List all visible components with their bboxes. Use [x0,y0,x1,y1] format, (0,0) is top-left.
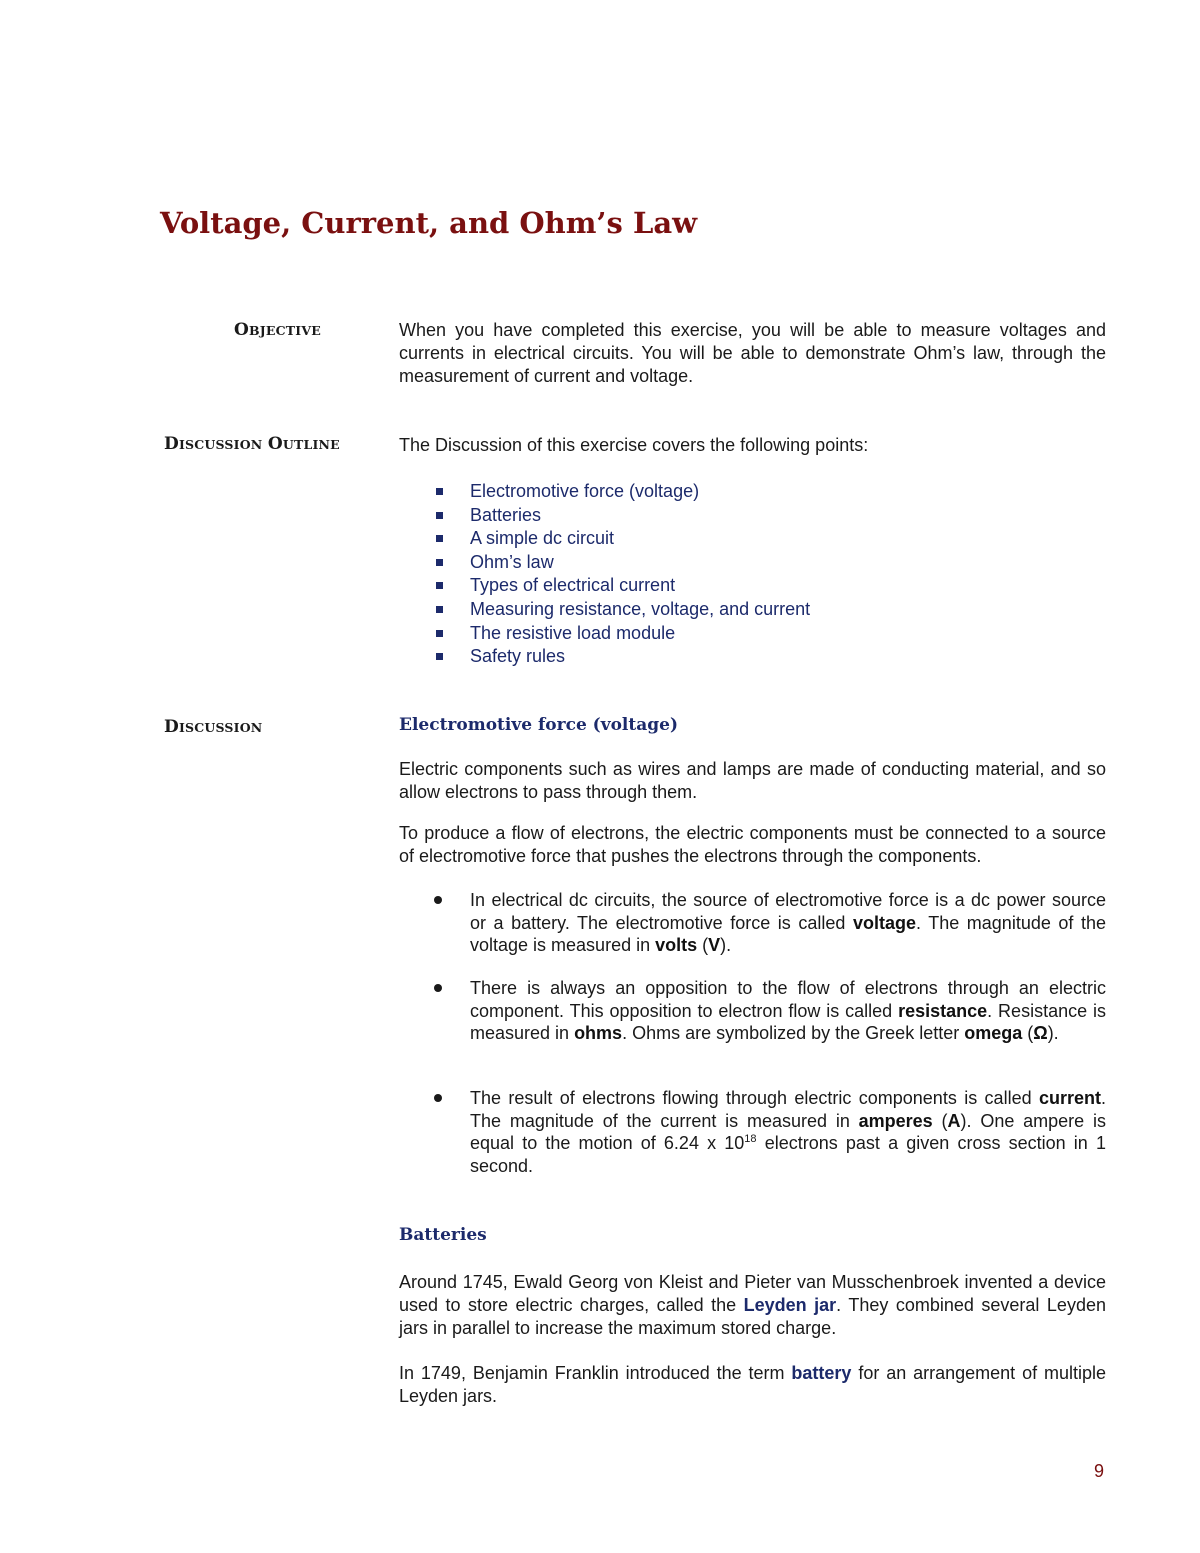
outline-intro: The Discussion of this exercise covers the following points: [399,435,869,455]
emf-bullet-voltage: In electrical dc circuits, the source of electromotive force is a dc power source or a battery. The electromotive force is called voltage. The magnitude of the voltage is measured in volts (V). [399,889,1106,957]
round-bullet-icon [434,896,442,904]
square-bullet-icon [436,488,443,495]
outline-item[interactable]: Ohm’s law [399,551,810,575]
page-title: Voltage, Current, and Ohm’s Law [160,206,698,240]
outline-item[interactable]: Types of electrical current [399,574,810,598]
outline-item[interactable]: Measuring resistance, voltage, and current [399,598,810,622]
round-bullet-icon [434,984,442,992]
outline-item[interactable]: Electromotive force (voltage) [399,480,810,504]
square-bullet-icon [436,535,443,542]
square-bullet-icon [436,582,443,589]
batteries-paragraph-1: Around 1745, Ewald Georg von Kleist and Pieter van Musschenbroek invented a device used to store electric charges, called the Leyden jar. They combined several Leyden jars in parallel to increase the maximum stored charge. [399,1272,1106,1338]
outline-item[interactable]: Batteries [399,504,810,528]
square-bullet-icon [436,606,443,613]
discussion-outline-list [399,480,810,669]
emf-bullet-resistance: There is always an opposition to the flow of electrons through an electric component. This opposition to electron flow is called resistance. Resistance is measured in ohms. Ohms are symbolized by the Greek letter omega (Ω). [399,977,1106,1045]
emf-heading: Electromotive force (voltage) [399,715,679,735]
objective-text: When you have completed this exercise, you will be able to measure voltages and currents in electrical circuits. You will be able to demonstrate Ohm’s law, through the measurement of current and voltage. [399,320,1106,386]
batteries-paragraph-2: In 1749, Benjamin Franklin introduced the term battery for an arrangement of multiple Leyden jars. [399,1363,1106,1406]
emf-bullet-current: The result of electrons flowing through electric components is called current. The magnitude of the current is measured in amperes (A). One ampere is equal to the motion of 6.24 x $10^{18}$ electrons past a given cross section in 1 second. [399,1087,1106,1177]
outline-item[interactable]: Safety rules [399,645,810,669]
outline-item[interactable]: The resistive load module [399,622,810,646]
square-bullet-icon [436,653,443,660]
square-bullet-icon [436,630,443,637]
page-number: 9 [1094,1461,1105,1481]
round-bullet-icon [434,1094,442,1102]
objective-label: OBJECTIVE [234,320,321,340]
square-bullet-icon [436,559,443,566]
outline-item[interactable]: A simple dc circuit [399,527,810,551]
emf-paragraph-1: Electric components such as wires and lamps are made of conducting material, and so allow electrons to pass through them. [399,759,1106,802]
discussion-outline-label: DISCUSSION OUTLINE [164,434,340,454]
emf-paragraph-2: To produce a flow of electrons, the electric components must be connected to a source of electromotive force that pushes the electrons through the components. [399,823,1106,866]
batteries-heading: Batteries [399,1225,487,1245]
square-bullet-icon [436,512,443,519]
discussion-label: DISCUSSION [164,717,263,737]
